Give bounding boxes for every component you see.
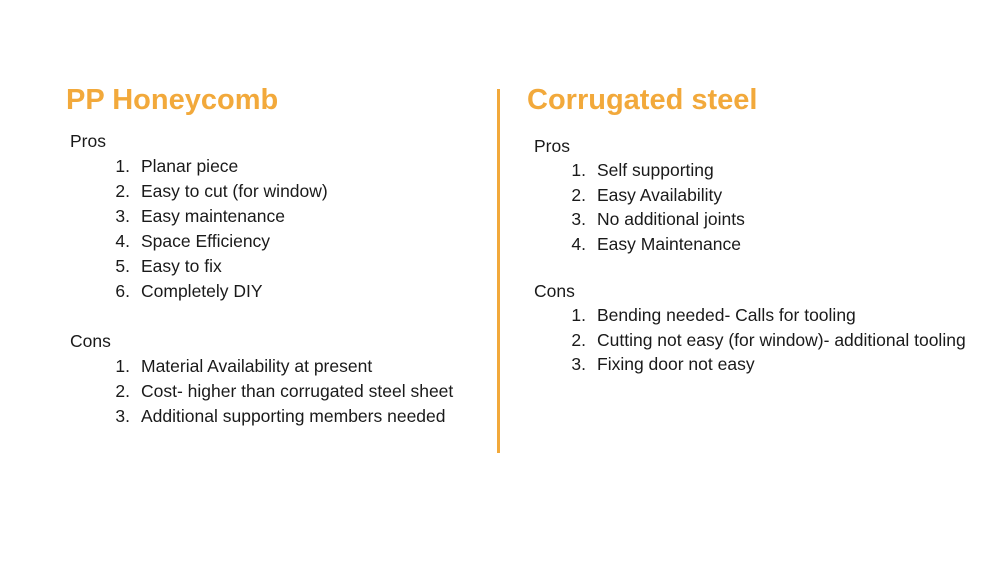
list-item-text: Completely DIY <box>141 281 263 301</box>
column-divider <box>497 89 500 453</box>
list-item-text: Planar piece <box>141 156 239 176</box>
list-item-text: Cutting not easy (for window)- additional tooling <box>597 329 966 350</box>
list-item-text: Bending needed- Calls for tooling <box>597 305 856 325</box>
list-item-text: Fixing door not easy <box>597 354 755 374</box>
list-item-number: 1. <box>115 156 130 176</box>
list-item-number: 3. <box>571 209 586 229</box>
list-item-number: 1. <box>571 160 586 180</box>
right-pros-heading: Pros <box>534 136 570 156</box>
list-item-number: 2. <box>571 329 586 350</box>
list-item-number: 3. <box>115 406 130 426</box>
list-item-text: Easy Maintenance <box>597 233 741 254</box>
list-item-text: Self supporting <box>597 160 714 180</box>
left-pros-heading: Pros <box>70 131 106 151</box>
list-item-number: 5. <box>115 256 130 276</box>
list-item-text: Easy to fix <box>141 256 222 276</box>
list-item-number: 1. <box>115 356 130 376</box>
list-item-number: 4. <box>571 233 586 254</box>
list-item-text: Material Availability at present <box>141 356 373 376</box>
list-item-text: Cost- higher than corrugated steel sheet <box>141 381 454 401</box>
left-cons-heading: Cons <box>70 331 111 351</box>
left-title: PP Honeycomb <box>66 84 279 116</box>
list-item-number: 6. <box>115 281 130 301</box>
list-item-text: Easy maintenance <box>141 206 285 226</box>
list-item-text: Additional supporting members needed <box>141 406 446 426</box>
list-item-number: 2. <box>115 181 130 201</box>
list-item-number: 1. <box>571 305 586 325</box>
list-item-text: Easy Availability <box>597 184 723 205</box>
right-cons-heading: Cons <box>534 281 575 301</box>
list-item-text: Space Efficiency <box>141 231 271 251</box>
list-item-number: 3. <box>115 206 130 226</box>
right-title: Corrugated steel <box>527 84 758 116</box>
list-item-number: 2. <box>115 381 130 401</box>
list-item-number: 4. <box>115 231 130 251</box>
list-item-text: Easy to cut (for window) <box>141 181 328 201</box>
list-item-number: 2. <box>571 184 586 205</box>
list-item-number: 3. <box>571 354 586 374</box>
list-item-text: No additional joints <box>597 209 745 229</box>
